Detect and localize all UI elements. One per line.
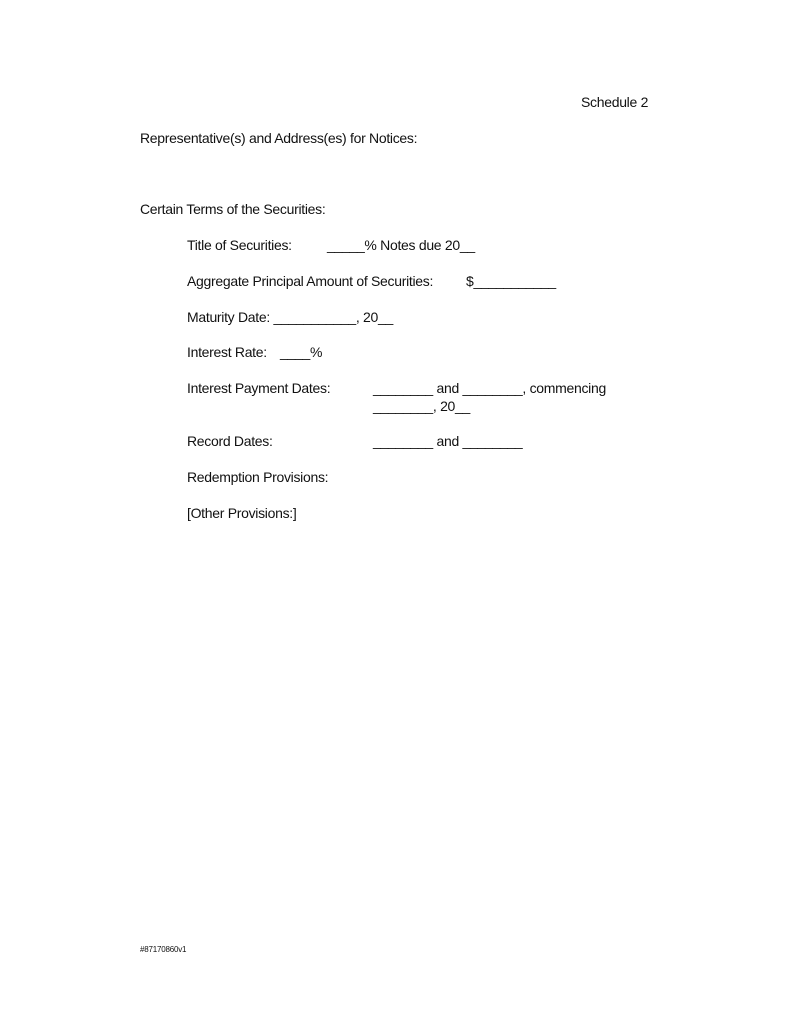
record-dates-label: Record Dates: — [187, 433, 273, 449]
document-id-footer: #87170860v1 — [140, 945, 187, 954]
interest-payment-dates-line-2: ________, 20__ — [373, 398, 471, 414]
interest-payment-dates-label: Interest Payment Dates: — [187, 380, 331, 396]
other-provisions-label: [Other Provisions:] — [187, 505, 297, 521]
maturity-date-label: Maturity Date: ___________, 20__ — [187, 309, 393, 325]
redemption-provisions-label: Redemption Provisions: — [187, 469, 329, 485]
title-of-securities-label: Title of Securities: — [187, 237, 292, 253]
record-dates-value: ________ and ________ — [373, 433, 523, 449]
interest-payment-dates-line-1: ________ and ________, commencing — [373, 380, 606, 396]
title-of-securities-value: _____% Notes due 20__ — [327, 237, 475, 253]
aggregate-principal-label: Aggregate Principal Amount of Securities: — [187, 273, 434, 289]
interest-rate-value: ____% — [280, 344, 323, 360]
terms-heading: Certain Terms of the Securities: — [140, 201, 326, 217]
aggregate-principal-value: $___________ — [466, 273, 556, 289]
interest-rate-label: Interest Rate: — [187, 344, 267, 360]
notices-heading: Representative(s) and Address(es) for Notices: — [140, 130, 418, 146]
schedule-label: Schedule 2 — [581, 94, 649, 110]
